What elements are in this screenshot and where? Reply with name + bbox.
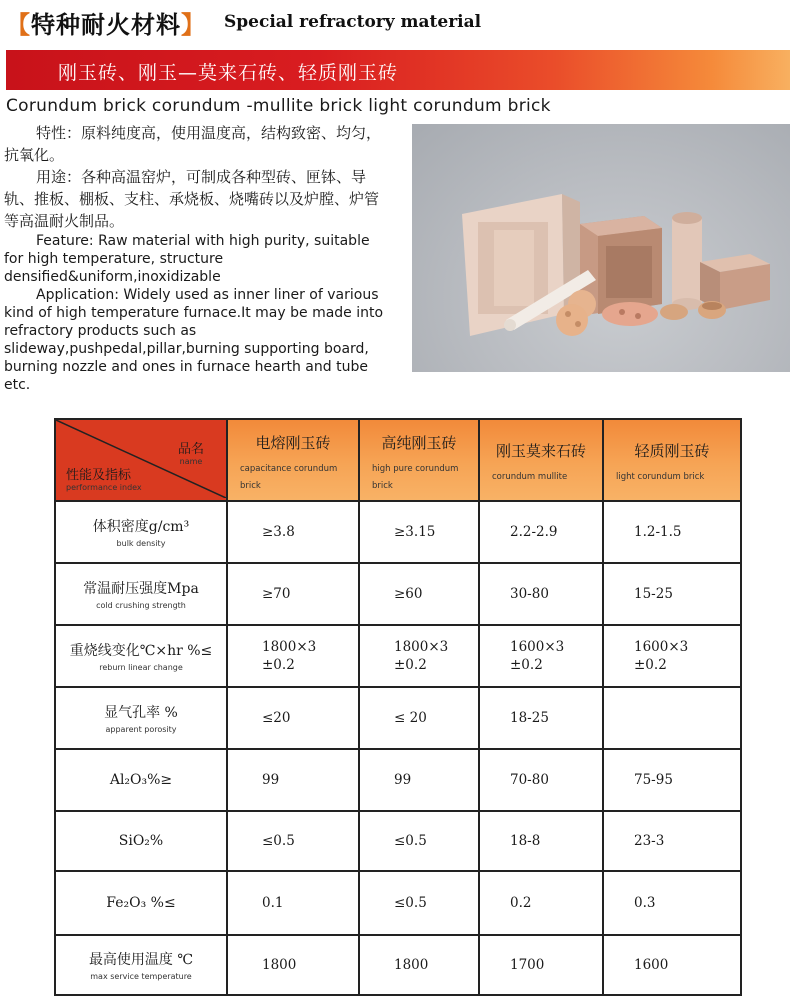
- bracket-right: 】: [181, 10, 206, 39]
- subtitle-en: Corundum brick corundum -mullite brick light corundum brick: [6, 96, 551, 116]
- row-label-cn: 重烧线变化℃×hr %≤: [69, 643, 213, 659]
- table-cell: ≤ 20: [359, 687, 479, 749]
- table-cell: 99: [359, 749, 479, 811]
- table-row: [55, 563, 741, 625]
- bracket-left: 【: [6, 10, 31, 39]
- column-header-en: light corundum brick: [616, 472, 705, 482]
- product-photo: [412, 124, 790, 372]
- table-cell: 1600×3 ±0.2: [603, 625, 741, 687]
- table-cell: 1700: [479, 935, 603, 995]
- column-header: [227, 419, 359, 501]
- table-cell: 1600: [603, 935, 741, 995]
- table-row: [55, 625, 741, 687]
- table-cell: 30-80: [479, 563, 603, 625]
- table-cell: 1.2-1.5: [603, 501, 741, 563]
- table-corner: [55, 419, 227, 501]
- table-cell: [603, 687, 741, 749]
- refractory-products-image: [412, 124, 790, 372]
- corner-name-cn: 品名: [177, 442, 204, 457]
- column-header-en: high pure corundum brick: [372, 463, 459, 491]
- row-label-cn: Al₂O₃%≥: [109, 772, 173, 788]
- title-cn: [6, 5, 206, 40]
- feature-en: Feature: Raw material with high purity, suitable for high temperature, structure densified&uniform,inoxidizable: [4, 233, 370, 285]
- feature-cn: 特性：原料纯度高，使用温度高，结构致密、均匀，抗氧化。: [4, 124, 382, 164]
- row-label: [55, 749, 227, 811]
- table-cell: 0.3: [603, 871, 741, 935]
- row-label-en: apparent porosity: [105, 725, 177, 734]
- table-row: [55, 811, 741, 871]
- column-header-cn: 刚玉莫来石砖: [495, 442, 586, 460]
- row-label-cn: Fe₂O₃ %≤: [106, 895, 176, 911]
- row-label: [55, 625, 227, 687]
- row-label: [55, 687, 227, 749]
- row-label-cn: SiO₂%: [118, 833, 164, 849]
- table-cell: 15-25: [603, 563, 741, 625]
- row-label-cn: 体积密度g/cm³: [92, 519, 190, 535]
- column-header: [479, 419, 603, 501]
- row-label-cn: 常温耐压强度Mpa: [83, 581, 199, 597]
- banner-title: 刚玉砖、刚玉—莫来石砖、轻质刚玉砖: [58, 62, 399, 84]
- table-cell: 2.2-2.9: [479, 501, 603, 563]
- table-cell: 1800: [359, 935, 479, 995]
- corner-name-en: name: [179, 457, 203, 466]
- title-cn-text: 特种耐火材料: [31, 10, 181, 39]
- table-header-row: [55, 419, 741, 501]
- table-cell: 0.2: [479, 871, 603, 935]
- row-label-en: max service temperature: [90, 972, 192, 981]
- row-label-en: reburn linear change: [99, 663, 183, 672]
- table-cell: 1800: [227, 935, 359, 995]
- table-cell: ≥3.15: [359, 501, 479, 563]
- table-cell: 70-80: [479, 749, 603, 811]
- column-header-cn: 轻质刚玉砖: [634, 442, 710, 460]
- page-header: [6, 4, 786, 40]
- table-cell: ≤20: [227, 687, 359, 749]
- row-label-cn: 显气孔率 %: [104, 705, 178, 721]
- table-row: [55, 871, 741, 935]
- corner-name: [178, 438, 204, 466]
- corner-perf-en: performance index: [66, 483, 142, 492]
- table-cell: ≥3.8: [227, 501, 359, 563]
- table-cell: 99: [227, 749, 359, 811]
- table-row: [55, 687, 741, 749]
- table-cell: ≥60: [359, 563, 479, 625]
- row-label: [55, 563, 227, 625]
- table-cell: ≤0.5: [359, 811, 479, 871]
- row-label-cn: 最高使用温度 ℃: [88, 952, 194, 968]
- spec-table: [54, 418, 742, 996]
- row-label-en: cold crushing strength: [96, 601, 186, 610]
- table-row: [55, 749, 741, 811]
- table-cell: 18-8: [479, 811, 603, 871]
- column-header: [359, 419, 479, 501]
- table-cell: 1800×3 ±0.2: [227, 625, 359, 687]
- table-cell: 1800×3 ±0.2: [359, 625, 479, 687]
- table-cell: ≤0.5: [359, 871, 479, 935]
- column-header-cn: 电熔刚玉砖: [255, 433, 331, 452]
- table-cell: 75-95: [603, 749, 741, 811]
- table-cell: 18-25: [479, 687, 603, 749]
- title-en: Special refractory material: [224, 12, 482, 32]
- table-body: [55, 501, 741, 995]
- table-cell: 0.1: [227, 871, 359, 935]
- column-header-cn: 高纯刚玉砖: [381, 433, 457, 452]
- table-cell: 1600×3 ±0.2: [479, 625, 603, 687]
- table-cell: ≤0.5: [227, 811, 359, 871]
- row-label: [55, 871, 227, 935]
- application-en: Application: Widely used as inner liner of various kind of high temperature furnace.It may be made into refractory products such as slideway,pushpedal,pillar,burning supporting board, burning nozzle and ones in furnace hearth and tube etc.: [4, 287, 384, 393]
- application-cn: 用途：各种高温窑炉，可制成各种型砖、匣钵、导轨、推板、棚板、支柱、承烧板、烧嘴砖以及炉膛、炉管等高温耐火制品。: [4, 168, 380, 230]
- section-banner: [6, 50, 790, 90]
- table-cell: ≥70: [227, 563, 359, 625]
- table-row: [55, 501, 741, 563]
- table-row: [55, 935, 741, 995]
- column-header: [603, 419, 741, 501]
- row-label: [55, 811, 227, 871]
- row-label-en: bulk density: [116, 539, 166, 548]
- corner-perf-cn: 性能及指标: [66, 468, 132, 483]
- column-header-en: capacitance corundum brick: [240, 463, 338, 491]
- row-label: [55, 935, 227, 995]
- corner-perf: [66, 464, 142, 492]
- description: [4, 122, 388, 394]
- row-label: [55, 501, 227, 563]
- column-header-en: corundum mullite: [492, 472, 568, 482]
- table-cell: 23-3: [603, 811, 741, 871]
